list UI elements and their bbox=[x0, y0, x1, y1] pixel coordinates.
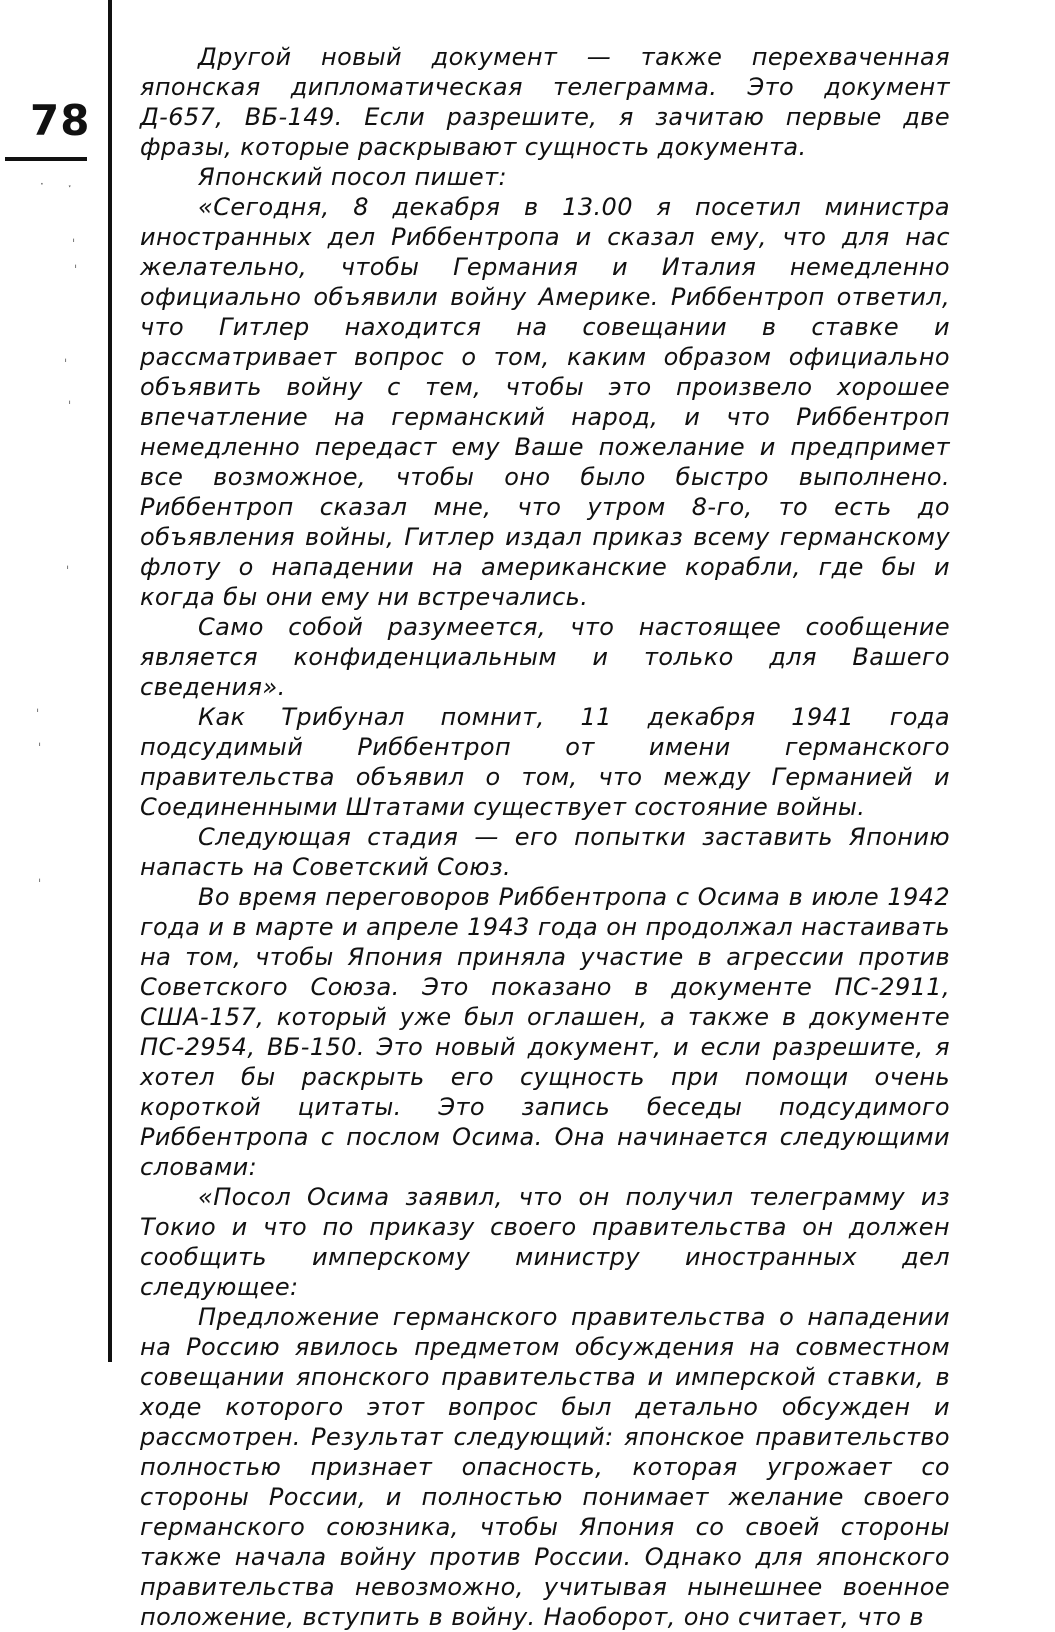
speck: · bbox=[40, 177, 44, 191]
quote-paragraph: «Посол Осима заявил, что он получил телеграмму из Токио и что по приказу своего правительства он должен сообщить имперскому министру иностранных дел следующее: bbox=[140, 1183, 950, 1301]
paragraph: Следующая стадия — его попытки заставить Японию напасть на Советский Союз. bbox=[140, 823, 950, 881]
quote-paragraph: Само собой разумеется, что настоящее сообщение является конфиденциальным и только для Вашего сведения». bbox=[140, 613, 950, 701]
quote-paragraph: «Сегодня, 8 декабря в 13.00 я посетил министра иностранных дел Риббентропа и сказал ему, что для нас желательно, чтобы Германия и Италия немедленно официально объявили войну Америке. Риббентроп ответил, что Гитлер находится на совещании в ставке и рассматривает вопрос о том, каким образом официально объявить войну с тем, чтобы это произвело хорошее впечатление на германский народ, и что Риббентроп немедленно передаст ему Ваше пожелание и предпримет все возможное, чтобы оно было быстро выполнено. Риббентроп сказал мне, что утром 8-го, то есть до объявления войны, Гитлер издал приказ всему германскому флоту о нападении на американские корабли, где бы и когда бы они ему ни встречались. bbox=[140, 193, 950, 611]
speck: ˌ bbox=[64, 349, 68, 363]
paragraph: Японский посол пишет: bbox=[198, 163, 507, 191]
paragraph: Во время переговоров Риббентропа с Осима в июле 1942 года и в марте и апреле 1943 года он продолжал настаивать на том, чтобы Япония приняла участие в агрессии против Советского Союза. Это показано в документе ПС-2911, США-157, который уже был оглашен, а также в документе ПС-2954, ВБ-150. Это новый документ, и если разрешите, я хотел бы раскрыть его сущность при помощи очень короткой цитаты. Это запись беседы подсудимого Риббентропа с послом Осима. Она начинается следующими словами: bbox=[140, 883, 950, 1181]
speck: ˈ bbox=[38, 741, 42, 755]
paragraph: Как Трибунал помнит, 11 декабря 1941 года подсудимый Риббентроп от имени германского правительства объявил о том, что между Германией и Соединенными Штатами существует состояние войны. bbox=[140, 703, 950, 821]
speck: ˌ bbox=[36, 699, 40, 713]
paragraph: Другой новый документ — также перехваченная японская дипломатическая телеграмма. Это документ Д-657, ВБ-149. Если разрешите, я зачитаю первые две фразы, которые раскрывают сущность документа. bbox=[140, 43, 950, 161]
speck: ˈ bbox=[66, 564, 70, 578]
quote-paragraph: Предложение германского правительства о нападении на Россию явилось предметом обсуждения на совместном совещании японского правительства и имперской ставки, в ходе которого этот вопрос был детально обсужден и рассмотрен. Результат следующий: японское правительство полностью признает опасность, которая угрожает со стороны России, и полностью понимает желание своего германского союзника, чтобы Япония со своей стороны также начала войну против России. Однако для японского правительства невозможно, учитывая нынешнее военное положение, вступить в войну. Наоборот, оно считает, что в bbox=[140, 1303, 950, 1631]
speck: ˈ bbox=[68, 399, 72, 413]
speck: ˌ bbox=[38, 869, 42, 883]
speck: ˌ bbox=[72, 229, 76, 243]
margin-rule bbox=[108, 0, 112, 1362]
document-body bbox=[140, 42, 950, 1632]
speck: ˈ bbox=[74, 263, 78, 277]
page-number: 78 bbox=[30, 96, 91, 145]
page-number-underline bbox=[5, 157, 87, 161]
speck: ˑ bbox=[68, 181, 73, 195]
